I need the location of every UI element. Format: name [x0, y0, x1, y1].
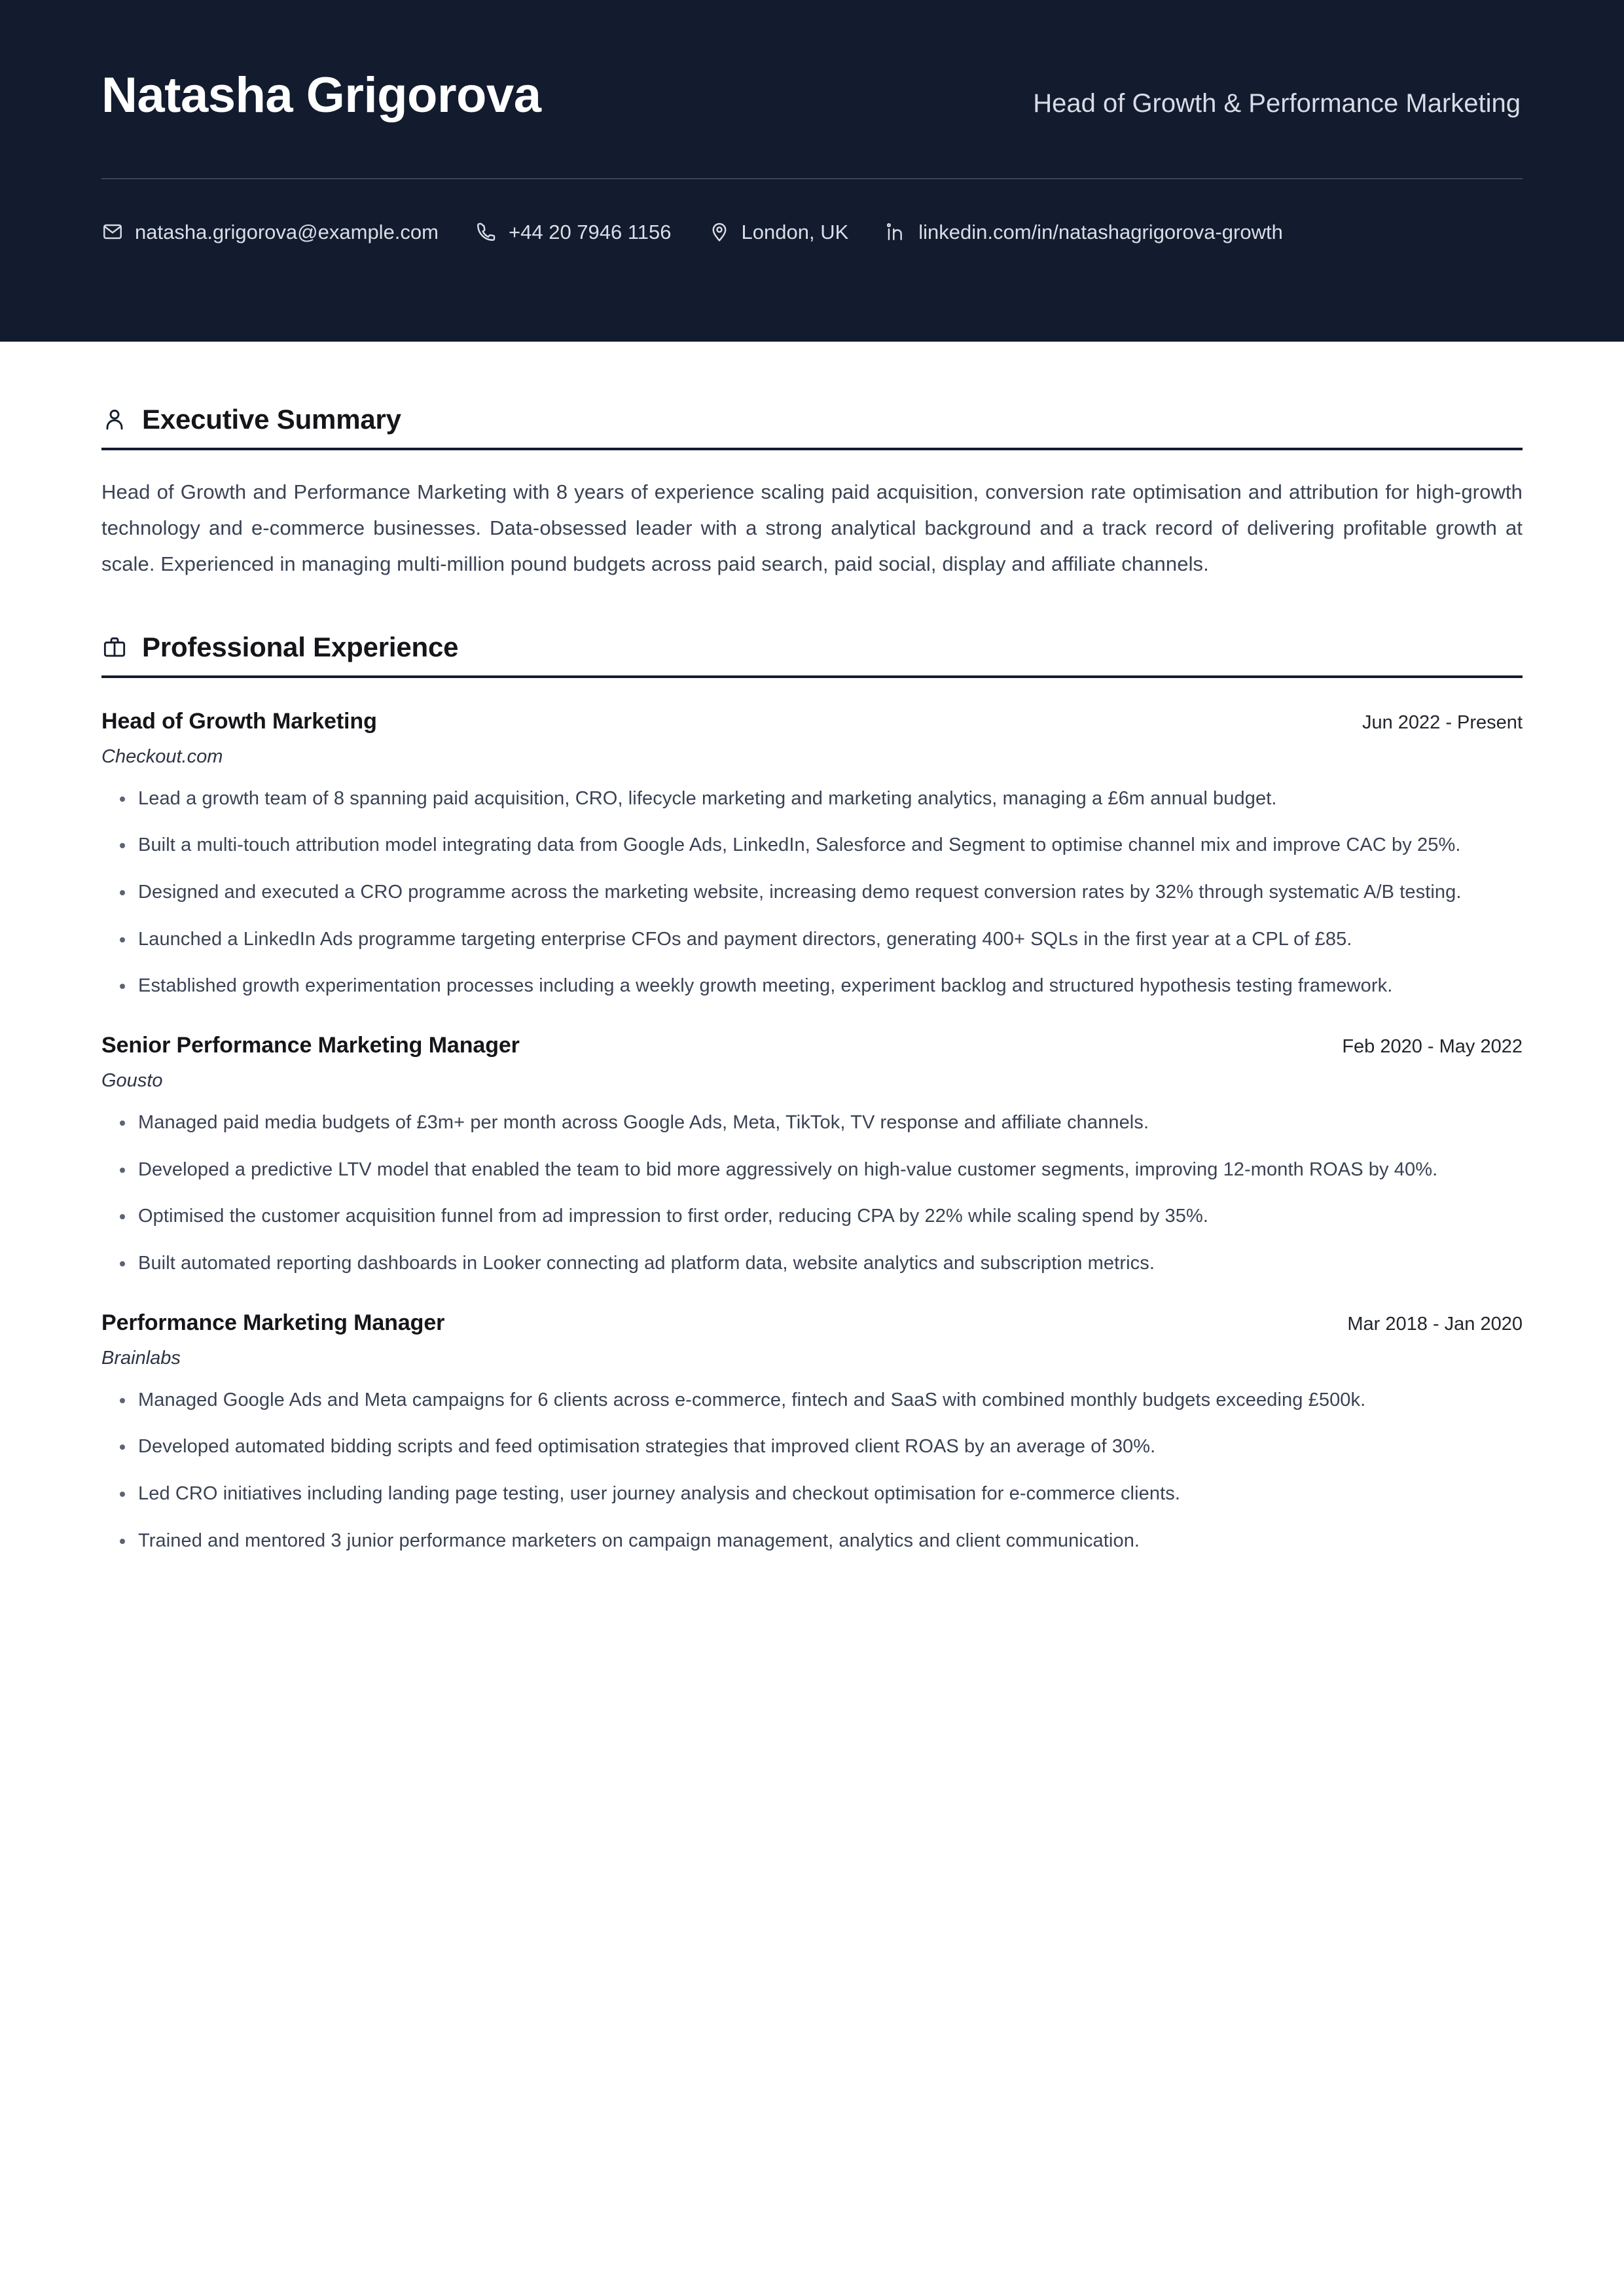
resume-header — [0, 0, 1624, 342]
contact-location-text: London, UK — [741, 220, 849, 243]
job-bullet: Lead a growth team of 8 spanning paid acquisition, CRO, lifecycle marketing and marketing analytics, managing a £6m annual budget. — [101, 782, 1523, 816]
contact-phone[interactable] — [475, 221, 672, 243]
experience-section-title: Professional Experience — [142, 631, 459, 662]
summary-paragraph: Head of Growth and Performance Marketing with 8 years of experience scaling paid acquisition, conversion rate optimisation and attribution for high-growth technology and e-commerce businesses. Data-obsessed leader with a strong analytical background and a track record of delivering profitable growth at scale. Experienced in managing multi-million pound budgets across paid search, paid social, display and affiliate channels. — [101, 480, 1523, 576]
experience-entry — [101, 709, 1523, 1003]
experience-entry-header — [101, 1033, 1523, 1058]
phone-icon — [475, 221, 497, 243]
job-title: Performance Marketing Manager — [101, 1310, 445, 1335]
contact-phone-text: +44 20 7946 1156 — [509, 220, 672, 243]
resume-body — [0, 342, 1624, 1558]
job-bullet: Trained and mentored 3 junior performance marketers on campaign management, analytics and client communication. — [101, 1524, 1523, 1558]
job-bullet: Built automated reporting dashboards in Looker connecting ad platform data, website analytics and subscription metrics. — [101, 1247, 1523, 1281]
experience-entry-header — [101, 1311, 1523, 1335]
job-bullet: Managed paid media budgets of £3m+ per month across Google Ads, Meta, TikTok, TV response and affiliate channels. — [101, 1106, 1523, 1140]
contact-email-text: natasha.grigorova@example.com — [135, 220, 439, 243]
job-bullet: Developed a predictive LTV model that enabled the team to bid more aggressively on high-value customer segments, improving 12-month ROAS by 40%. — [101, 1153, 1523, 1187]
candidate-headline: Head of Growth & Performance Marketing — [1033, 89, 1521, 118]
summary-section-header — [101, 406, 1523, 433]
experience-entry — [101, 1033, 1523, 1281]
job-bullet-list — [101, 1106, 1523, 1280]
job-bullet-list — [101, 1384, 1523, 1558]
section-executive-summary — [101, 342, 1523, 583]
contact-linkedin[interactable] — [885, 221, 1283, 243]
contact-row — [101, 179, 1523, 243]
job-title: Senior Performance Marketing Manager — [101, 1032, 520, 1058]
job-title: Head of Growth Marketing — [101, 708, 377, 734]
map-pin-icon — [708, 221, 731, 243]
job-company: Gousto — [101, 1070, 163, 1092]
job-dates: Feb 2020 - May 2022 — [1342, 1035, 1523, 1057]
job-company: Checkout.com — [101, 745, 223, 767]
section-professional-experience — [101, 631, 1523, 1558]
experience-section-header — [101, 631, 1523, 662]
experience-entry — [101, 1311, 1523, 1558]
job-bullet: Optimised the customer acquisition funnel from ad impression to first order, reducing CPA by 22% while scaling spend by 35%. — [101, 1200, 1523, 1234]
job-bullet: Launched a LinkedIn Ads programme targeting enterprise CFOs and payment directors, generating 400+ SQLs in the first year at a CPL of £85. — [101, 923, 1523, 957]
contact-linkedin-text: linkedin.com/in/natashagrigorova-growth — [918, 220, 1283, 243]
job-bullet-list — [101, 782, 1523, 1003]
briefcase-icon — [101, 634, 128, 660]
summary-section-rule — [101, 448, 1523, 450]
job-bullet: Led CRO initiatives including landing page testing, user journey analysis and checkout optimisation for e-commerce clients. — [101, 1477, 1523, 1511]
job-company: Brainlabs — [101, 1347, 181, 1369]
summary-section-title: Executive Summary — [142, 404, 401, 435]
person-icon — [101, 406, 128, 433]
header-top-row — [101, 67, 1523, 178]
envelope-icon — [101, 221, 124, 243]
job-bullet: Designed and executed a CRO programme across the marketing website, increasing demo request conversion rates by 32% through systematic A/B testing. — [101, 876, 1523, 910]
contact-location — [708, 221, 849, 243]
linkedin-icon — [885, 221, 907, 243]
experience-entry-header — [101, 709, 1523, 734]
job-bullet: Established growth experimentation processes including a weekly growth meeting, experiment backlog and structured hypothesis testing framework. — [101, 969, 1523, 1003]
job-bullet: Managed Google Ads and Meta campaigns for 6 clients across e-commerce, fintech and SaaS with combined monthly budgets exceeding £500k. — [101, 1384, 1523, 1418]
contact-email[interactable] — [101, 221, 439, 243]
experience-list — [101, 709, 1523, 1558]
job-bullet: Built a multi-touch attribution model integrating data from Google Ads, LinkedIn, Salesforce and Segment to optimise channel mix and improve CAC by 25%. — [101, 829, 1523, 863]
job-dates: Jun 2022 - Present — [1362, 711, 1523, 733]
candidate-name: Natasha Grigorova — [101, 67, 541, 123]
job-bullet: Developed automated bidding scripts and feed optimisation strategies that improved client ROAS by an average of 30%. — [101, 1430, 1523, 1464]
experience-section-rule — [101, 675, 1523, 678]
job-dates: Mar 2018 - Jan 2020 — [1347, 1313, 1523, 1335]
